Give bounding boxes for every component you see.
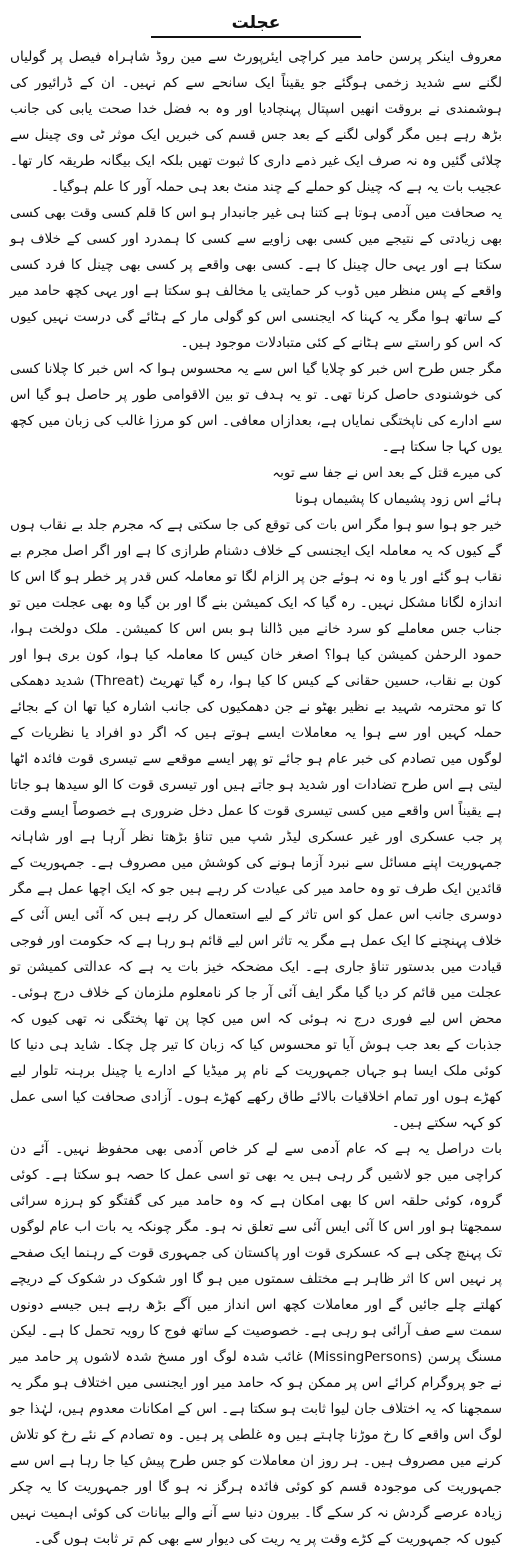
paragraph-5: بات دراصل یہ ہے کہ عام آدمی سے لے کر خاص آدمی بھی محفوظ نہیں۔ آئے دن کراچی میں جو لاشیں گر رہی ہیں یہ بھی تو اسی عمل کا حصہ ہو سکتا ہے۔ کوئی گروہ، کوئی حلقہ اس کا بھی امکان ہے کہ وہ حامد میر کی گفتگو کو ہرزہ سرائی سمجھتا ہو اور اس کا آئی ایس آئی سے تعلق نہ ہو۔ مگر چونکہ یہ بات اب عام لوگوں تک پہنچ چکی ہے کہ عسکری قوت اور پاکستان کی جمہوری قوت کے رہنما ایک صفحے پر نہیں اس کا اثر ظاہر ہے مختلف سمتوں میں ہو گا اور شکوک در شکوک کے دریچے کھلتے چلے جائیں گے اور معاملات کچھ اس انداز میں آگے بڑھ رہے ہیں جیسے دونوں سمت سے صف آرائی ہو رہی ہے۔ خصوصیت کے ساتھ فوج کا رویہ تحمل کا ہے۔ لیکن مسنگ پرسن (MissingPersons) غائب شدہ لوگ اور مسخ شدہ لاشوں پر حامد میر نے جو پروگرام کرائے اس پر ممکن ہو کہ حامد میر اور ایجنسی میں اختلاف ہو مگر یہ سمجھنا کہ یہ اختلاف جان لیوا ثابت ہو سکتا ہے۔ اس کے امکانات معدوم ہیں، لہٰذا جو لوگ اس واقعے کا رخ موڑنا چاہتے ہیں وہ غلطی پر ہیں۔ وہ تصادم کے نئے رخ کو تلاش کرنے میں مصروف ہیں۔ ہر روز ان معاملات کو جس طرح پیش کیا جا رہا ہے اس سے جمہوریت کی موجودہ قسم کو کوئی فائدہ ہرگز نہ ہو گا اور جمہوریت کا یہ چکر زیادہ عرصے گردش نہ کر سکے گا۔ بیرون دنیا سے آنے والے بیانات کی کوئی اہمیت نہیں کیوں کہ جمہوریت کے کڑے وقت پر یہ ریت کی دیوار سے بھی کم تر ثابت ہوں گی۔ [10, 1141, 502, 1547]
verse-line-1: کی میرے قتل کے بعد اس نے جفا سے توبہ [272, 465, 502, 481]
article-title: عجلت [231, 13, 281, 33]
paragraph-3: مگر جس طرح اس خبر کو چلایا گیا اس سے یہ محسوس ہوا کہ اس خبر کا چلانا کسی کی خوشنودی حاصل کرنا تھی۔ تو یہ ہدف تو بین الاقوامی طور پر حاصل ہو گیا اس سے ادارے کی ناپختگی نمایاں ہے، بعدازاں معافی۔ اس کو مرزا غالب کی زبان میں کچھ یوں کہا جا سکتا ہے۔ [10, 361, 502, 455]
paragraph-4: خیر جو ہوا سو ہوا مگر اس بات کی توقع کی جا سکتی ہے کہ مجرم جلد بے نقاب ہوں گے کیوں کہ یہ معاملہ ایک ایجنسی کے خلاف دشنام طرازی کا ہے اور اگر اصل مجرم بے نقاب ہو گئے اور یا وہ نہ ہوئے جن پر الزام لگا تو معاملہ کس قدر پر خطر ہو گا اس کا اندازہ لگانا مشکل نہیں۔ رہ گیا کہ ایک کمیشن بنے گا اور بن گیا وہ بھی عجلت میں تو جناب جس معاملے کو سرد خانے میں ڈالنا ہو بس اس کا کمیشن۔ ملک دولخت ہوا، حمود الرحمٰن کمیشن کیا ہوا؟ اصغر خان کیس کا معاملہ کیا ہوا، کون بری ہوا اور کون بے نقاب، حسین حقانی کے کیس کا کیا ہوا، رہ گیا تھریٹ (Threat) شدید دھمکی کا تو محترمہ شہید بے نظیر بھٹو نے جن دھمکیوں کی جانب اشارہ کیا تھا ان کے بجائے حملہ کہیں اور سے ہوا یہ معاملات ایسے ہوتے ہیں کہ اگر دو افراد یا نظریات کے لوگوں میں تصادم کی خبر عام ہو جائے تو پھر ایسے موقعے سے تیسری قوت فائدہ اٹھا لیتی ہے اس طرح تضادات اور شدید ہو جاتے ہیں اور تیسری قوت کا الو سیدھا ہو جاتا ہے یقیناً اس واقعے میں کسی تیسری قوت کا عمل دخل ضروری ہے خصوصاً ایسے وقت پر جب عسکری اور غیر عسکری لیڈر شپ میں تناؤ بڑھتا نظر آرہا ہے اور شاہانہ جمہوریت اپنے مسائل سے نبرد آزما ہونے کی کوشش میں مصروف ہے۔ جمہوریت کے قائدین ایک طرف تو وہ حامد میر کی عیادت کر رہے ہیں جو کہ ایک اچھا عمل ہے مگر دوسری جانب اس عمل کو اس تاثر کے لیے استعمال کر رہے ہیں کہ آئی ایس آئی کے خلاف پہنچنے کا ایک عمل ہے مگر یہ تاثر اس لیے قائم ہو رہا ہے کہ حکومت اور فوجی قیادت میں بدستور تناؤ جاری ہے۔ ایک مضحکہ خیز بات یہ ہے کہ عدالتی کمیشن تو عجلت میں قائم کر دیا گیا مگر ایف آئی آر جا کر نامعلوم ملزمان کے خلاف درج ہوئی۔ محض اس لیے فوری درج نہ ہوئی کہ اس میں کچا پن تھا پختگی نہ تھی کیوں کہ جذبات کے بعد جب ہوش آیا تو محسوس کیا کہ زبان کا تیر چل چکا۔ شاید ہی دنیا کا کوئی ملک ایسا ہو جہاں جمہوریت کے نام پر میڈیا کے ادارے یا چینل برہنہ تلوار لیے کھڑے ہوں اور تمام اخلاقیات بالائے طاق رکھے کھڑے ہوں۔ آزادی صحافت کیا اسی عمل کو کہہ سکتے ہیں۔ [10, 517, 502, 1131]
paragraph-2: یہ صحافت میں آدمی ہوتا ہے کتنا ہی غیر جانبدار ہو اس کا قلم کسی وقت بھی کسی بھی زیادتی کے نتیجے میں کسی بھی زاویے سے کسی کا ہمدرد اور کسی کے خلاف ہو سکتا ہے اور یہی حال چینل کا ہے۔ کسی بھی واقعے پر کسی بھی چینل کا فرد کسی واقعے کے پس منظر میں ڈوب کر حمایتی یا مخالف ہو سکتا ہے اور یہی کچھ حامد میر کے ساتھ ہوا مگر یہ کہنا کہ ایجنسی اس کو گولی مار کے ہٹائے گی درست نہیں کیوں کہ اس کو راستے سے ہٹانے کے کئی متبادلات موجود ہیں۔ [10, 205, 502, 351]
title-underline [151, 36, 361, 38]
paragraph-1: معروف اینکر پرسن حامد میر کراچی ایئرپورٹ سے مین روڈ شاہراہ فیصل پر گولیاں لگنے سے شدید زخمی ہوگئے جو یقیناً ایک سانحے سے کم نہیں۔ ان کے ڈرائیور کی ہوشمندی نے بروقت انھیں اسپتال پہنچادیا اور وہ بہ فضل خدا صحت یابی کی جانب بڑھ رہے ہیں مگر گولی لگنے کے بعد جس قسم کی خبریں ایک موثر ٹی وی چینل سے چلائی گئیں وہ نہ صرف ایک غیر ذمے داری کا ثبوت تھیں بلکہ ایک بیگانہ طریقہ کار تھا۔ عجیب بات یہ ہے کہ چینل کو حملے کے چند منٹ بعد ہی حملہ آور کا علم ہوگیا۔ [10, 49, 502, 195]
verse-line-2: ہائے اس زود پشیماں کا پشیماں ہونا [295, 491, 502, 507]
